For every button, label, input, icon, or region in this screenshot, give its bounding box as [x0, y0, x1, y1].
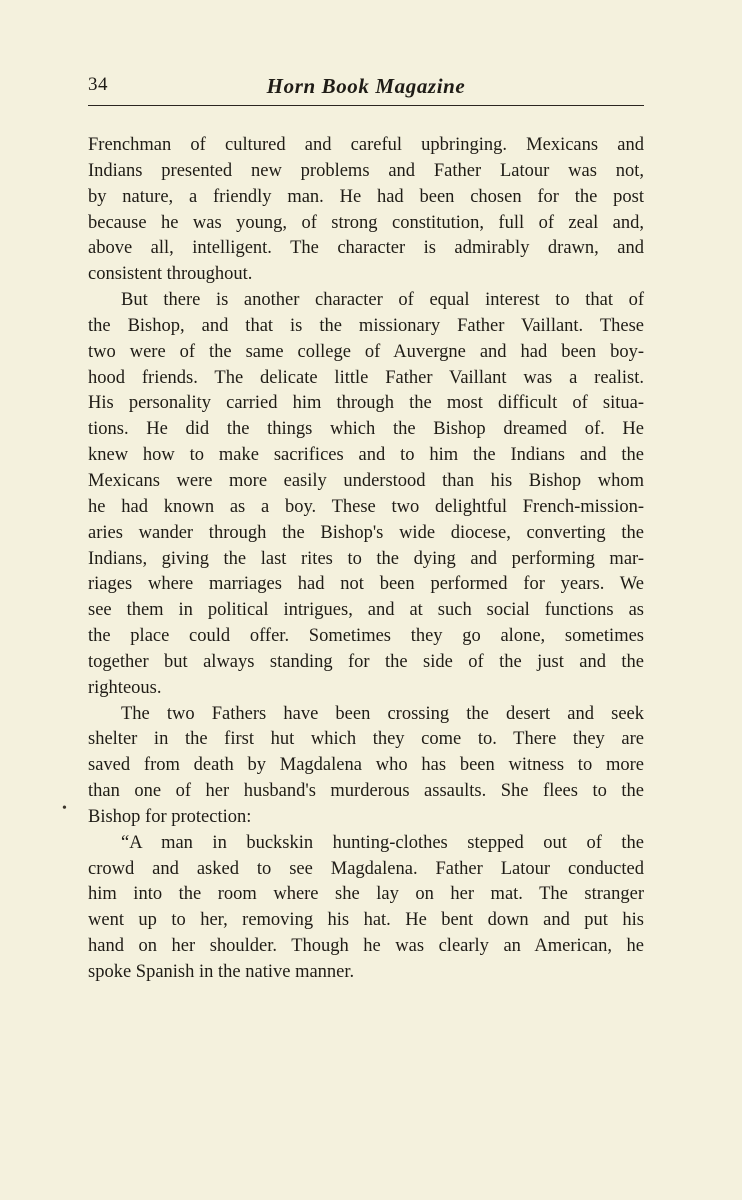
text-line: he had known as a boy. These two delightful French-mission-: [88, 496, 644, 517]
text-line: because he was young, of strong constitution, full of zeal and,: [88, 212, 644, 233]
paragraph-4: [88, 831, 644, 986]
text-line: above all, intelligent. The character is admirably drawn, and: [88, 238, 644, 259]
text-line: Indians, giving the last rites to the dying and performing mar-: [88, 548, 644, 569]
text-line: His personality carried him through the most difficult of situa-: [88, 393, 644, 414]
text-line: The two Fathers have been crossing the desert and seek: [121, 703, 644, 724]
text-line: Indians presented new problems and Father Latour was not,: [88, 160, 644, 181]
text-line: riages where marriages had not been performed for years. We: [88, 574, 644, 595]
text-line: him into the room where she lay on her mat. The stranger: [88, 884, 644, 905]
text-line: consistent throughout.: [88, 264, 253, 285]
text-line: by nature, a friendly man. He had been chosen for the post: [88, 186, 644, 207]
text-line: crowd and asked to see Magdalena. Father Latour conducted: [88, 858, 644, 879]
page-number: 34: [88, 74, 108, 95]
running-head: [88, 70, 644, 110]
text-line: saved from death by Magdalena who has been witness to more: [88, 755, 644, 776]
text-line: two were of the same college of Auvergne and had been boy-: [88, 341, 644, 362]
text-line: Mexicans were more easily understood than his Bishop whom: [88, 470, 644, 491]
paragraph-1: [88, 133, 644, 288]
text-line: hood friends. The delicate little Father Vaillant was a realist.: [88, 367, 644, 388]
text-line: aries wander through the Bishop's wide diocese, converting the: [88, 522, 644, 543]
text-line: But there is another character of equal interest to that of: [121, 290, 644, 311]
text-line: shelter in the first hut which they come to. There they are: [88, 729, 644, 750]
body-text: [88, 133, 644, 986]
text-line: knew how to make sacrifices and to him the Indians and the: [88, 445, 644, 466]
margin-dot: •: [62, 801, 67, 816]
text-line: Bishop for protection:: [88, 806, 252, 827]
journal-title: Horn Book Magazine: [266, 74, 466, 98]
text-line: the Bishop, and that is the missionary Father Vaillant. These: [88, 315, 644, 336]
text-line: went up to her, removing his hat. He bent down and put his: [88, 910, 644, 931]
text-line: than one of her husband's murderous assaults. She flees to the: [88, 781, 644, 802]
paragraph-3: [88, 702, 644, 831]
text-line: see them in political intrigues, and at such social functions as: [88, 600, 644, 621]
text-line: Frenchman of cultured and careful upbringing. Mexicans and: [88, 135, 644, 155]
text-line: together but always standing for the side of the just and the: [88, 651, 644, 672]
paragraph-2: [88, 288, 644, 702]
text-line: hand on her shoulder. Though he was clearly an American, he: [88, 936, 644, 957]
header-rule: [88, 105, 644, 106]
text-line: “A man in buckskin hunting-clothes stepped out of the: [121, 832, 644, 853]
text-line: the place could offer. Sometimes they go alone, sometimes: [88, 626, 644, 647]
text-line: righteous.: [88, 677, 162, 698]
text-line: tions. He did the things which the Bishop dreamed of. He: [88, 419, 644, 440]
text-line: spoke Spanish in the native manner.: [88, 962, 355, 982]
